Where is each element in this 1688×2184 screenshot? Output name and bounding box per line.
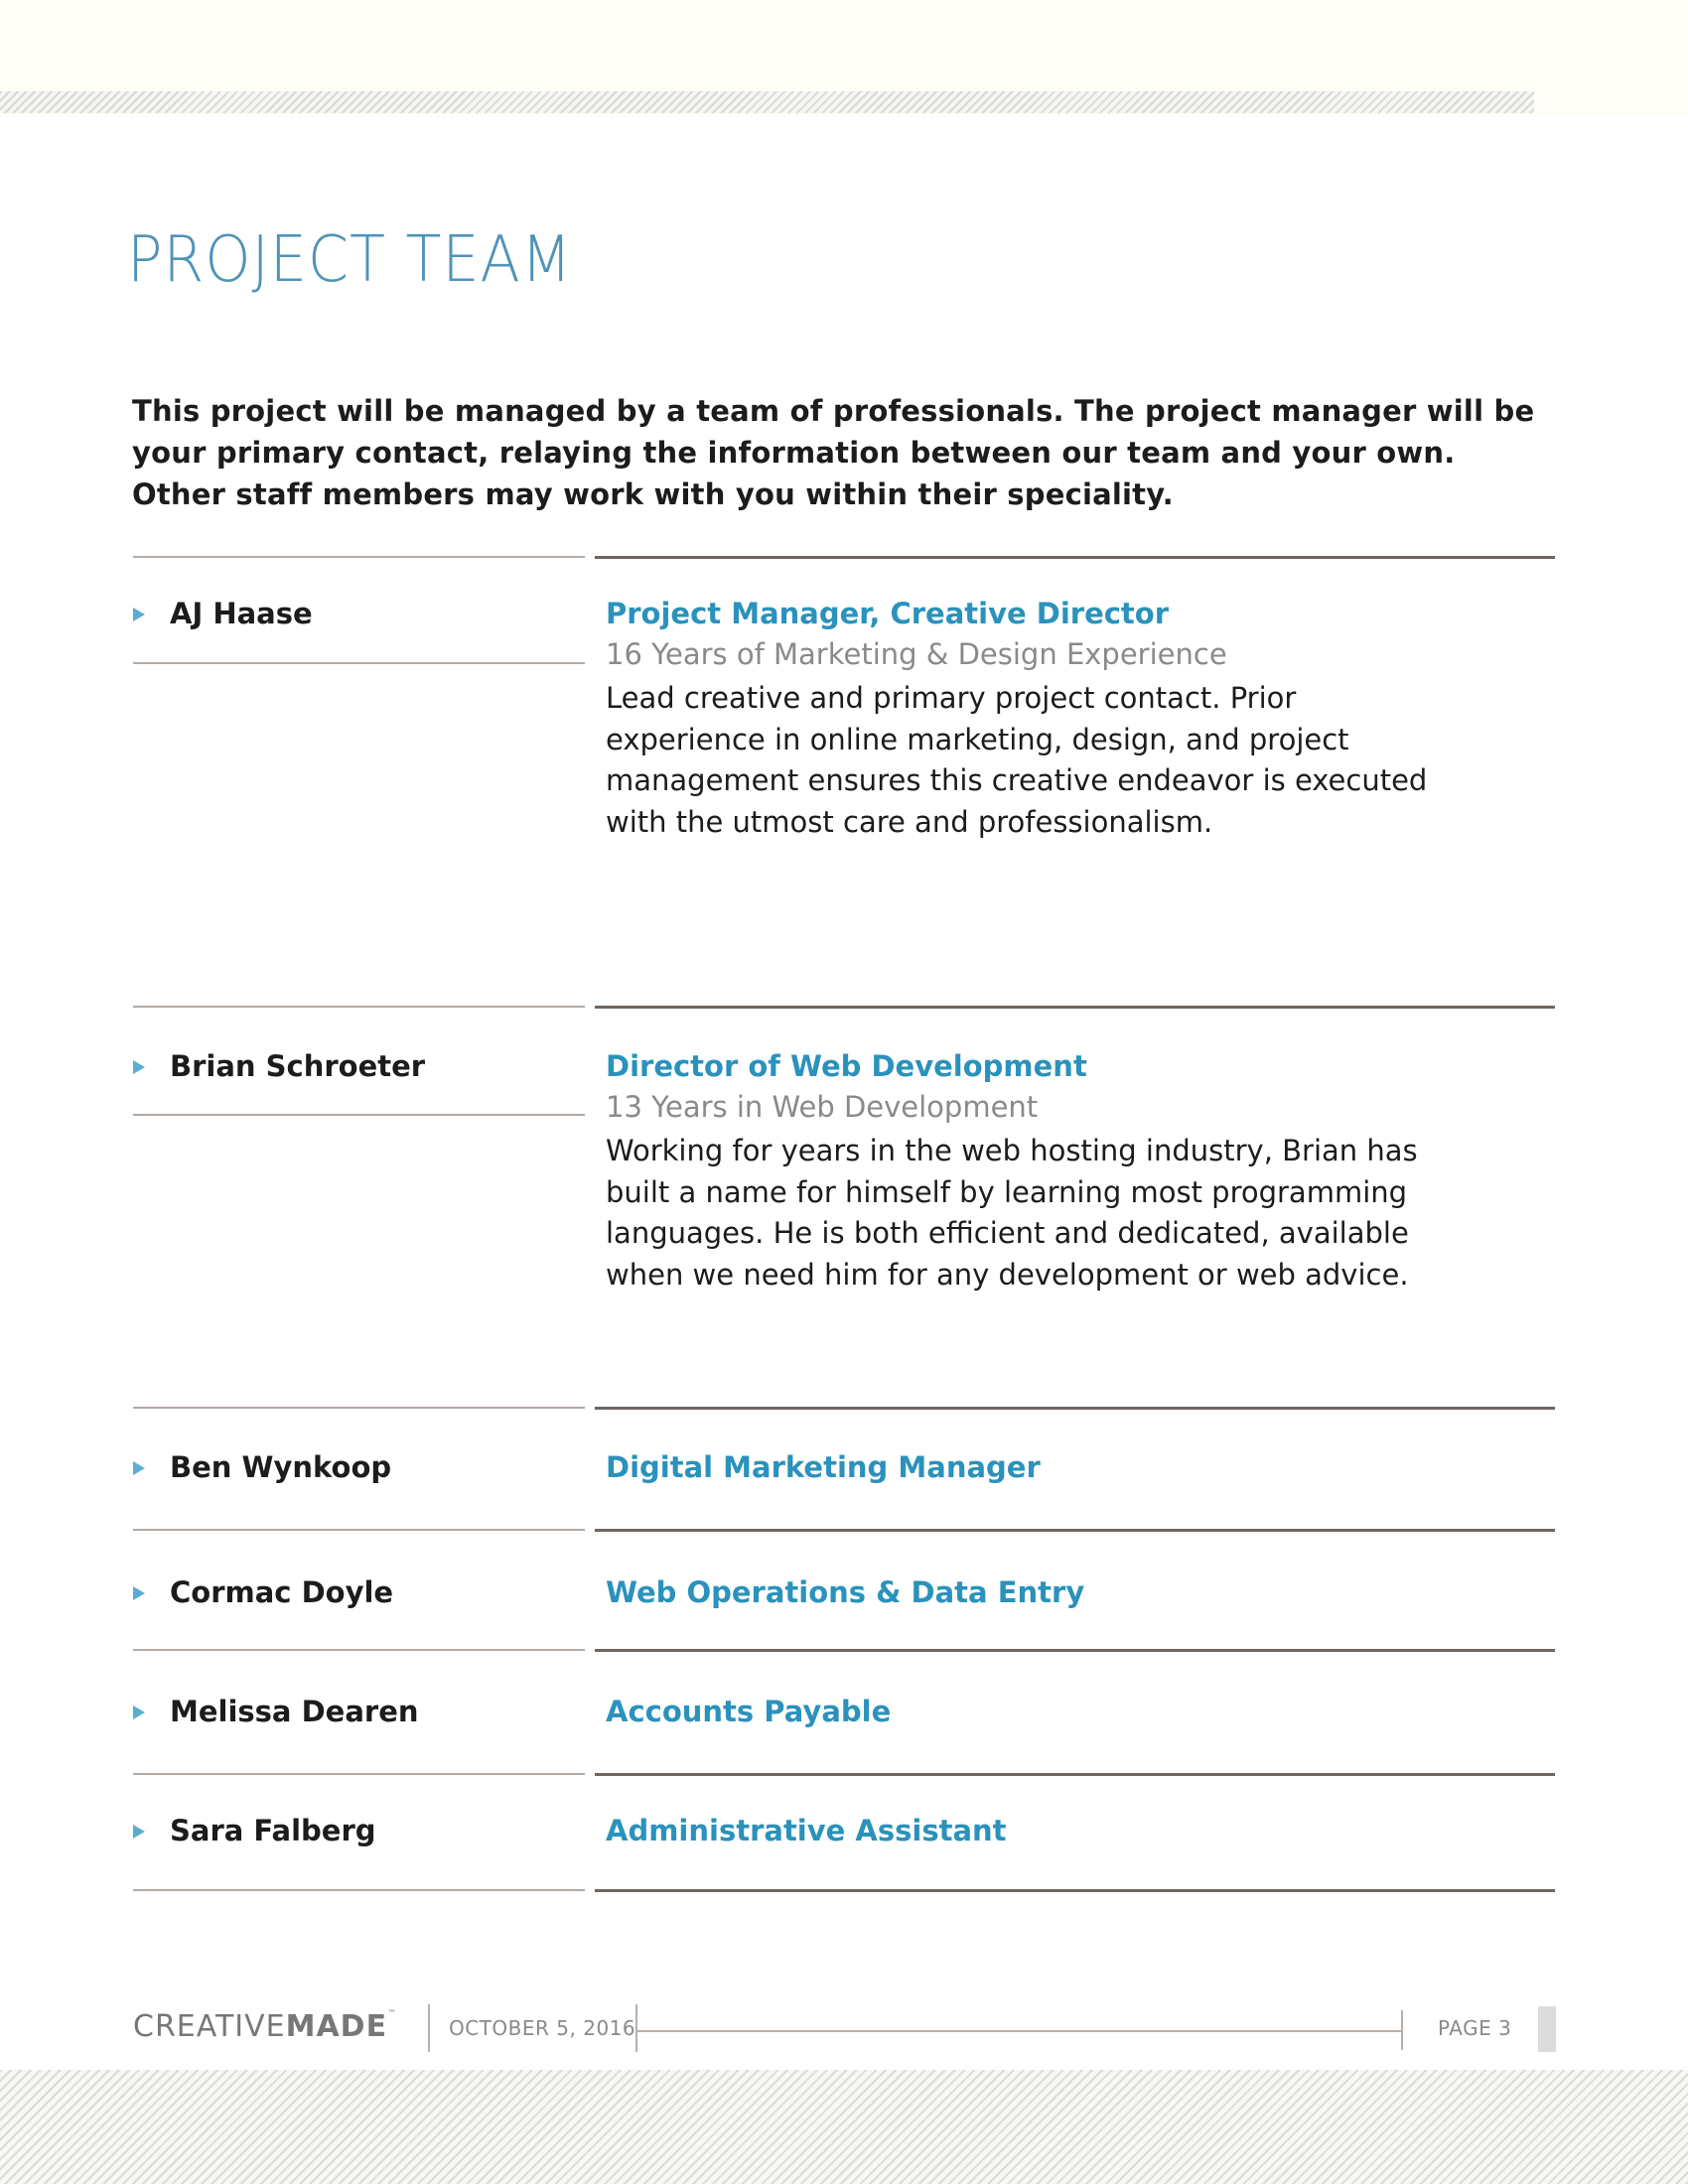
bullet-arrow-icon — [133, 1060, 145, 1074]
member-name: Melissa Dearen — [170, 1695, 419, 1728]
footer-separator — [428, 2004, 430, 2052]
member-role: Project Manager, Creative Director — [606, 597, 1170, 630]
divider-left — [133, 1773, 585, 1775]
divider-left — [133, 1006, 585, 1008]
divider-right — [595, 1529, 1555, 1532]
divider-left — [133, 1649, 585, 1651]
divider-right — [595, 1649, 1555, 1652]
page-title: PROJECT TEAM — [127, 223, 573, 297]
divider-left — [133, 1529, 585, 1531]
member-name: Ben Wynkoop — [170, 1450, 392, 1484]
divider-left — [133, 1889, 585, 1891]
member-experience: 16 Years of Marketing & Design Experience — [606, 637, 1227, 671]
member-role: Accounts Payable — [606, 1695, 892, 1728]
divider-left — [133, 1407, 585, 1409]
header-stripe-pattern — [0, 91, 1534, 113]
member-role: Web Operations & Data Entry — [606, 1575, 1085, 1609]
intro-paragraph: This project will be managed by a team of professionals. The project manager will be your primary contact, relaying the information between our team and your own. Other staff members may work with you within their speciality. — [132, 394, 1535, 511]
member-name: AJ Haase — [170, 597, 313, 630]
page-number: PAGE 3 — [1438, 2016, 1512, 2040]
footer-stripe-pattern — [0, 2070, 1688, 2184]
footer-date: OCTOBER 5, 2016 — [449, 2016, 636, 2040]
member-role: Director of Web Development — [606, 1049, 1087, 1083]
member-role: Digital Marketing Manager — [606, 1450, 1041, 1484]
bullet-arrow-icon — [133, 608, 145, 621]
footer-rule — [636, 2030, 1401, 2032]
creativemade-logo — [133, 2009, 397, 2044]
logo-light-text: CREATIVE — [133, 2009, 286, 2044]
bullet-arrow-icon — [133, 1586, 145, 1600]
divider-right — [595, 556, 1555, 559]
bullet-arrow-icon — [133, 1825, 145, 1839]
member-name: Brian Schroeter — [170, 1049, 426, 1083]
bullet-arrow-icon — [133, 1706, 145, 1719]
divider-left — [133, 556, 585, 558]
member-bio: Working for years in the web hosting industry, Brian has built a name for himself by learning most programming languages. He is both efficient and dedicated, available when we need him for any development or web advice. — [606, 1134, 1418, 1292]
name-underline — [133, 662, 585, 664]
bullet-arrow-icon — [133, 1461, 145, 1475]
footer-tab-marker — [1538, 2006, 1556, 2052]
divider-right — [595, 1889, 1555, 1892]
divider-right — [595, 1006, 1555, 1009]
member-bio: Lead creative and primary project contact. Prior experience in online marketing, design, and project management ensures this creative endeavor is executed with the utmost care and professionalism. — [606, 681, 1428, 839]
member-name: Cormac Doyle — [170, 1575, 394, 1609]
logo-trademark: ™ — [387, 2009, 398, 2019]
footer-separator — [1401, 2010, 1403, 2050]
member-name: Sara Falberg — [170, 1814, 376, 1847]
member-experience: 13 Years in Web Development — [606, 1090, 1039, 1124]
name-underline — [133, 1114, 585, 1116]
logo-bold-text: MADE — [285, 2009, 388, 2044]
member-role: Administrative Assistant — [606, 1814, 1007, 1847]
footer-separator — [635, 2004, 637, 2052]
divider-right — [595, 1773, 1555, 1776]
divider-right — [595, 1407, 1555, 1410]
